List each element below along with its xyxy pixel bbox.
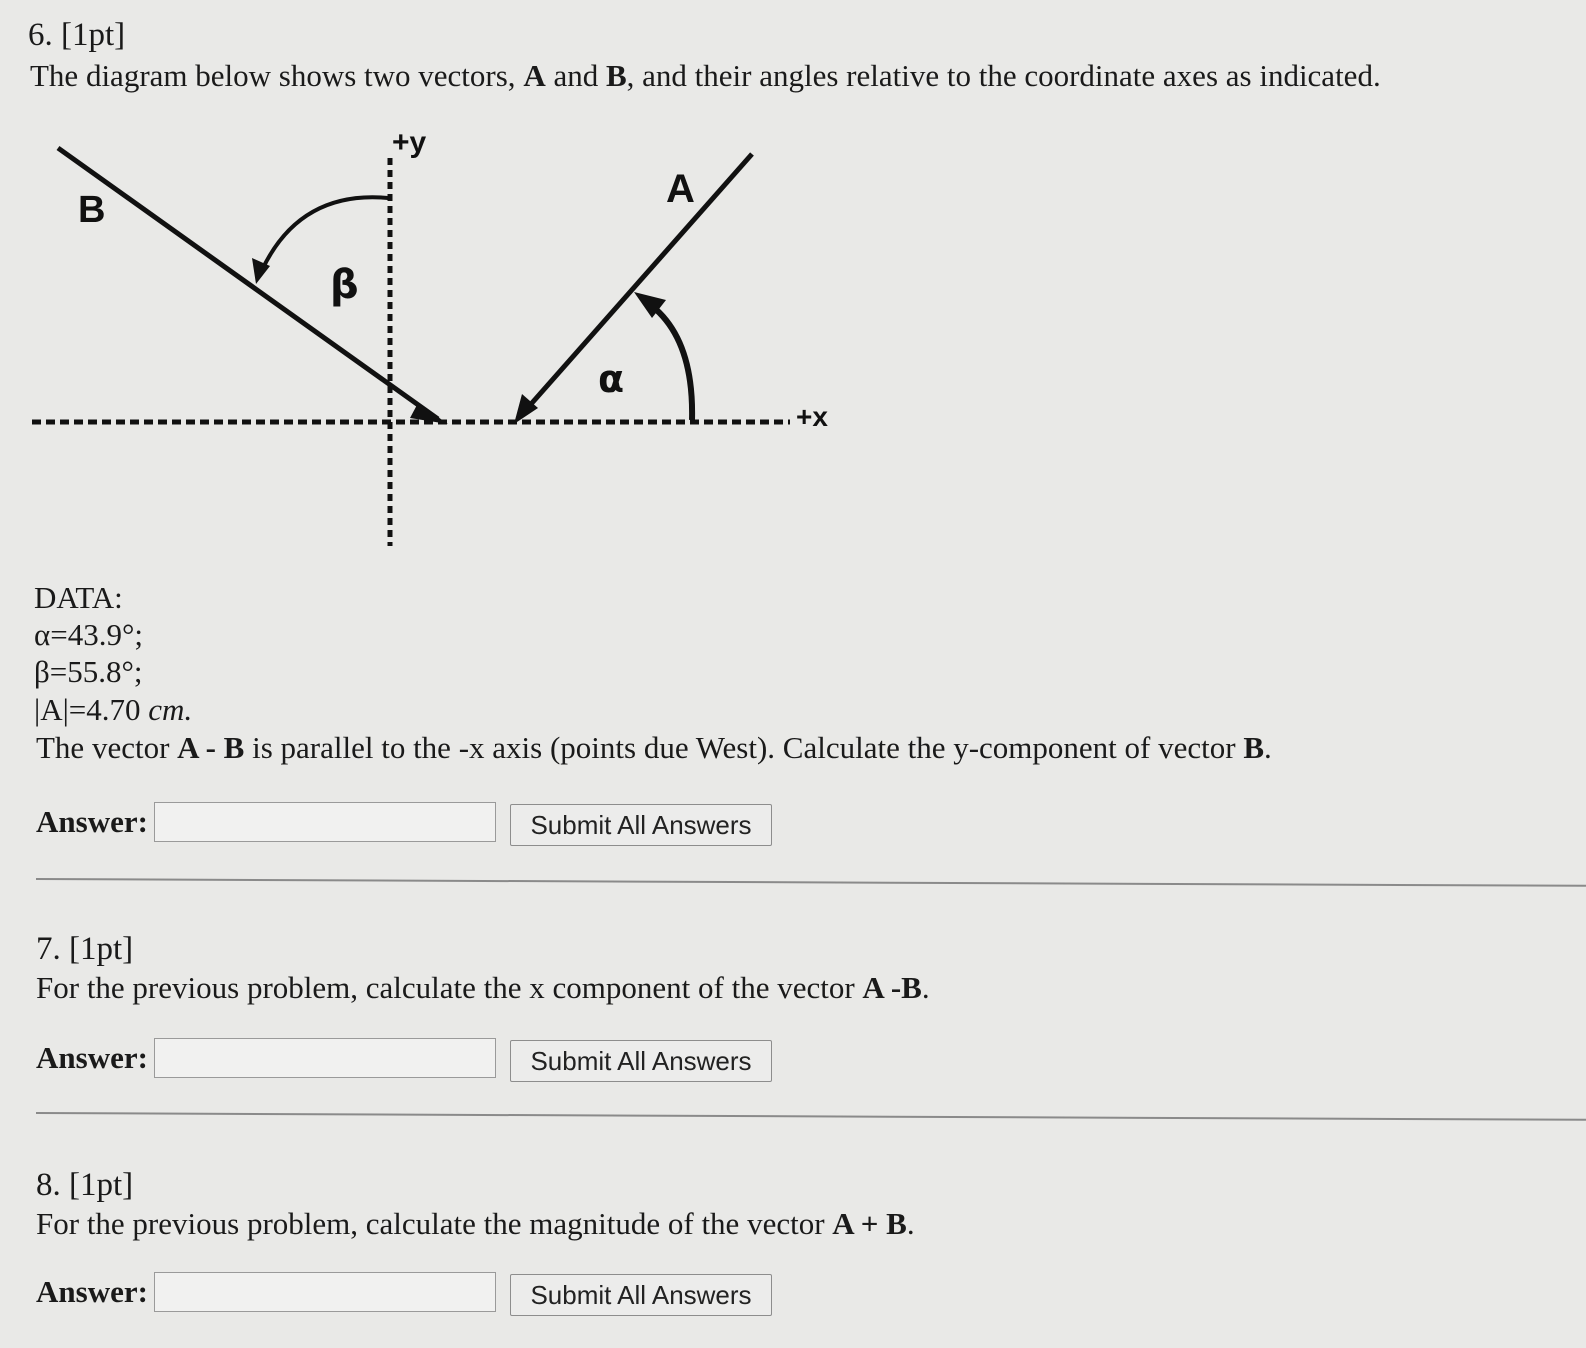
q6-question-vector-2: B xyxy=(1243,730,1265,765)
label-beta: β xyxy=(330,262,359,308)
q7-question-vector: A -B xyxy=(862,970,922,1005)
q6-question-vector-1: A - B xyxy=(177,730,245,765)
q7-question-text-1: For the previous problem, calculate the x component of the vector xyxy=(36,970,863,1005)
q6-question-text-2: is parallel to the -x axis (points due West). Calculate the y-component of vector xyxy=(244,730,1244,765)
q7-answer-label: Answer: xyxy=(36,1040,148,1075)
data-title: DATA: xyxy=(34,580,123,615)
divider-2 xyxy=(36,1112,1586,1121)
label-plus-x: +x xyxy=(796,401,828,432)
q6-answer-input[interactable] xyxy=(154,802,496,842)
q6-intro-vector-a: A xyxy=(523,58,546,93)
q8-question-text-2: . xyxy=(906,1206,915,1241)
q8-question-vector: A + B xyxy=(832,1206,907,1241)
q8-submit-button[interactable]: Submit All Answers xyxy=(510,1274,772,1316)
divider-1 xyxy=(36,878,1586,887)
alpha-arc xyxy=(652,306,692,420)
q6-intro-text-2: and xyxy=(545,58,606,93)
q8-header: 8. [1pt] xyxy=(36,1167,134,1203)
q6-intro-text-1: The diagram below shows two vectors, xyxy=(30,58,524,93)
q6-intro-text-3: , and their angles relative to the coordinate axes as indicated. xyxy=(626,58,1381,93)
q8-question xyxy=(36,1206,915,1242)
data-magnitude-a-value: |A|=4.70 xyxy=(34,692,149,727)
q7-answer-input[interactable] xyxy=(154,1038,496,1078)
data-beta: β=55.8°; xyxy=(34,654,143,689)
data-magnitude-a xyxy=(34,692,192,728)
data-alpha: α=43.9°; xyxy=(34,617,143,652)
q6-answer-label: Answer: xyxy=(36,804,148,839)
q6-intro-vector-b: B xyxy=(605,58,627,93)
q6-question xyxy=(36,730,1272,766)
q7-question xyxy=(36,970,930,1006)
label-vector-a: A xyxy=(666,167,695,211)
data-magnitude-a-unit: cm. xyxy=(148,692,193,727)
vector-a-line xyxy=(524,154,752,412)
q7-submit-button[interactable]: Submit All Answers xyxy=(510,1040,772,1082)
q6-intro xyxy=(30,58,1381,94)
q7-header: 7. [1pt] xyxy=(36,931,134,967)
label-alpha: α xyxy=(598,357,625,401)
label-vector-b: B xyxy=(78,189,106,231)
q6-header: 6. [1pt] xyxy=(28,17,126,53)
q8-question-text-1: For the previous problem, calculate the magnitude of the vector xyxy=(36,1206,833,1241)
q6-question-text-1: The vector xyxy=(36,730,178,765)
beta-arc xyxy=(262,197,388,270)
q6-submit-button[interactable]: Submit All Answers xyxy=(510,804,772,846)
vector-b-line xyxy=(58,148,438,419)
label-plus-y: +y xyxy=(392,126,427,159)
q8-answer-input[interactable] xyxy=(154,1272,496,1312)
q6-question-text-3: . xyxy=(1264,730,1272,765)
vector-diagram xyxy=(0,120,860,560)
q7-question-text-2: . xyxy=(921,970,930,1005)
q8-answer-label: Answer: xyxy=(36,1274,148,1309)
